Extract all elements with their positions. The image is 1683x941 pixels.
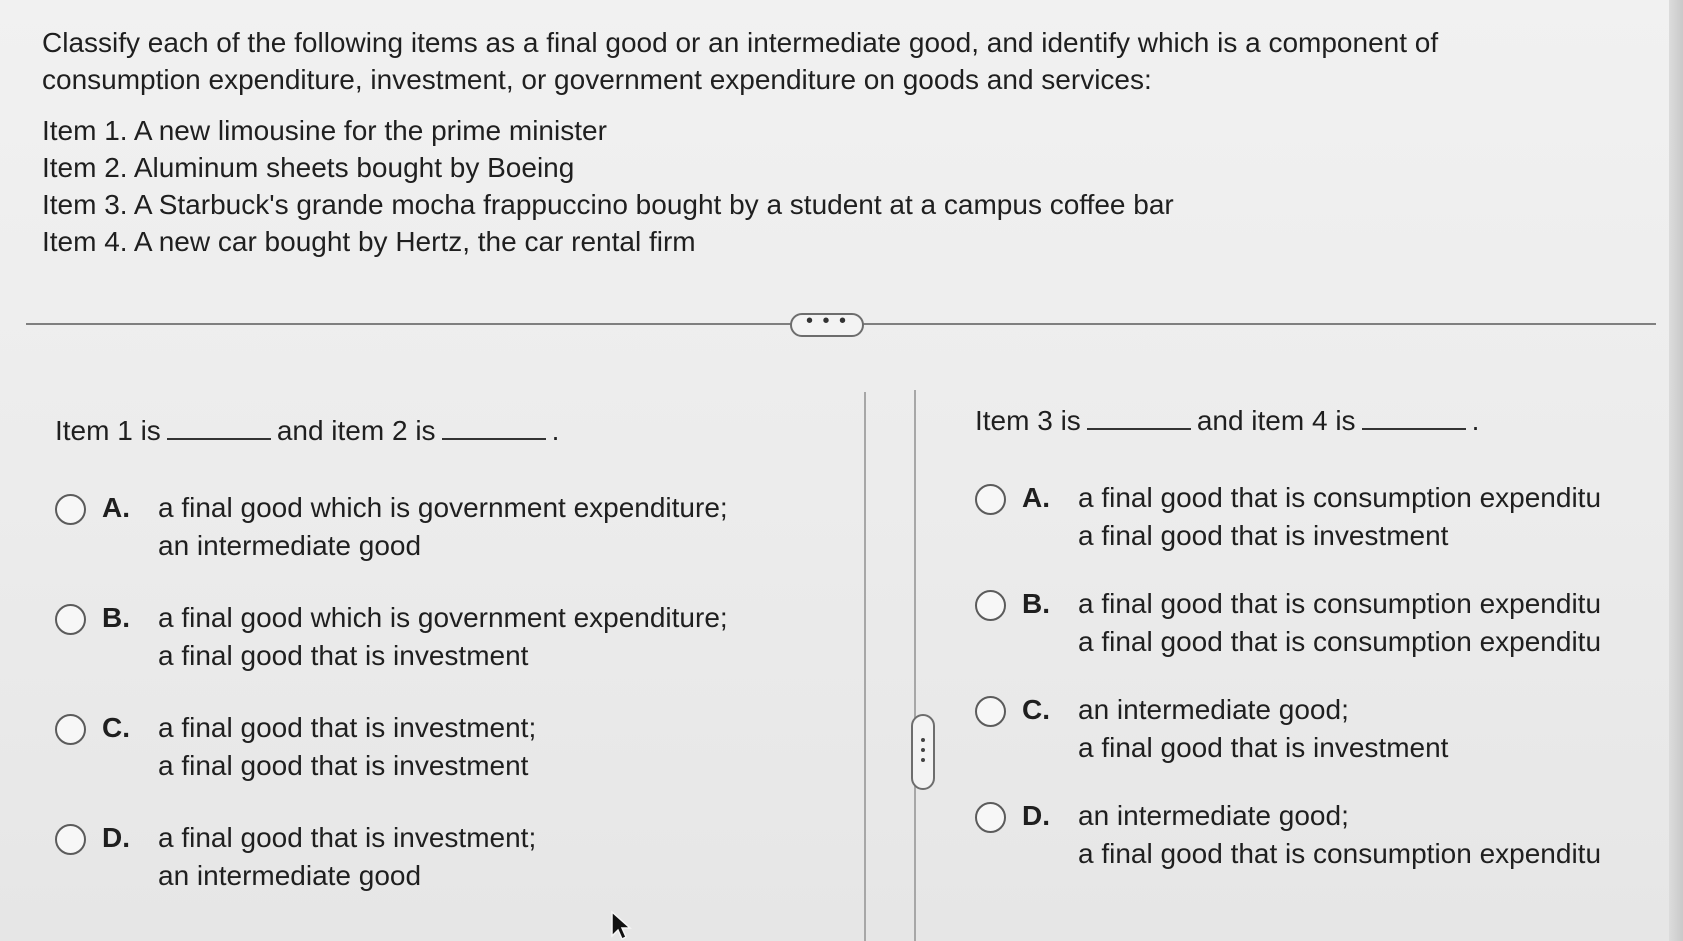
right-stem-b: and item 4 is [1196, 405, 1356, 436]
left-choice-a[interactable] [55, 489, 855, 565]
question-prompt: Classify each of the following items as a final good or an intermediate good, and identify which is a component of consumption expenditure, investment, or government expenditure on goods and services: [42, 27, 1439, 95]
choice-letter: B. [1022, 588, 1050, 619]
right-stem-end: . [1471, 405, 1480, 436]
window-edge [1669, 0, 1683, 941]
choice-line-1: a final good that is consumption expenditu [1078, 482, 1602, 513]
left-choice-c[interactable] [55, 709, 855, 785]
choice-line-2: an intermediate good [158, 860, 422, 891]
choice-text [1078, 691, 1448, 767]
expand-more-button[interactable]: • • • [790, 313, 864, 337]
blank-item-4 [1362, 402, 1466, 430]
choice-line-1: a final good which is government expenditure; [158, 602, 728, 633]
choice-letter: A. [1022, 482, 1050, 513]
panel-divider-left [864, 392, 866, 941]
left-choice-b[interactable] [55, 599, 855, 675]
choice-text [158, 709, 536, 785]
question-block [42, 24, 1602, 260]
item-1: Item 1. A new limousine for the prime minister [42, 115, 607, 146]
choice-letter: C. [102, 712, 130, 743]
radio-button[interactable] [55, 604, 86, 635]
item-3: Item 3. A Starbuck's grande mocha frappuccino bought by a student at a campus coffee bar [42, 189, 1174, 220]
choice-text [1078, 479, 1601, 555]
right-stem-a: Item 3 is [975, 405, 1081, 436]
right-stem [975, 402, 1665, 439]
choice-line-2: a final good that is consumption expenditu [1078, 626, 1602, 657]
choice-letter: B. [102, 602, 130, 633]
left-stem [55, 412, 855, 449]
choice-line-1: a final good that is investment; [158, 712, 537, 743]
choice-line-1: a final good that is consumption expenditu [1078, 588, 1602, 619]
choice-letter: D. [102, 822, 130, 853]
radio-button[interactable] [975, 590, 1006, 621]
blank-item-3 [1087, 402, 1191, 430]
radio-button[interactable] [55, 714, 86, 745]
radio-button[interactable] [55, 824, 86, 855]
choice-line-1: a final good that is investment; [158, 822, 537, 853]
item-4: Item 4. A new car bought by Hertz, the car rental firm [42, 226, 696, 257]
choice-text [158, 489, 728, 565]
right-choice-d[interactable] [975, 797, 1665, 873]
choice-letter: A. [102, 492, 130, 523]
choice-line-2: a final good that is investment [158, 750, 529, 781]
choice-text [158, 819, 536, 895]
left-stem-a: Item 1 is [55, 415, 161, 446]
right-choice-c[interactable] [975, 691, 1665, 767]
choice-line-2: a final good that is investment [1078, 520, 1449, 551]
choice-line-1: a final good which is government expenditure; [158, 492, 728, 523]
item-2: Item 2. Aluminum sheets bought by Boeing [42, 152, 575, 183]
choice-line-2: a final good that is consumption expenditu [1078, 838, 1602, 869]
blank-item-2 [442, 412, 546, 440]
choice-text [158, 599, 728, 675]
part-left [55, 412, 855, 929]
choice-line-2: an intermediate good [158, 530, 422, 561]
panel-divider-right [914, 390, 916, 941]
right-choice-b[interactable] [975, 585, 1665, 661]
part-right [975, 402, 1665, 903]
choice-line-1: an intermediate good; [1078, 800, 1349, 831]
choice-line-2: a final good that is investment [158, 640, 529, 671]
choice-letter: C. [1022, 694, 1050, 725]
item-list [42, 112, 1602, 260]
choice-text [1078, 797, 1601, 873]
left-stem-b: and item 2 is [276, 415, 436, 446]
left-choice-d[interactable] [55, 819, 855, 895]
resize-handle[interactable] [911, 714, 935, 790]
choice-line-1: an intermediate good; [1078, 694, 1349, 725]
blank-item-1 [167, 412, 271, 440]
choice-letter: D. [1022, 800, 1050, 831]
radio-button[interactable] [55, 494, 86, 525]
radio-button[interactable] [975, 484, 1006, 515]
right-choice-a[interactable] [975, 479, 1665, 555]
choice-text [1078, 585, 1601, 661]
choice-line-2: a final good that is investment [1078, 732, 1449, 763]
left-stem-end: . [551, 415, 560, 446]
radio-button[interactable] [975, 696, 1006, 727]
mouse-pointer-icon [610, 910, 636, 941]
radio-button[interactable] [975, 802, 1006, 833]
